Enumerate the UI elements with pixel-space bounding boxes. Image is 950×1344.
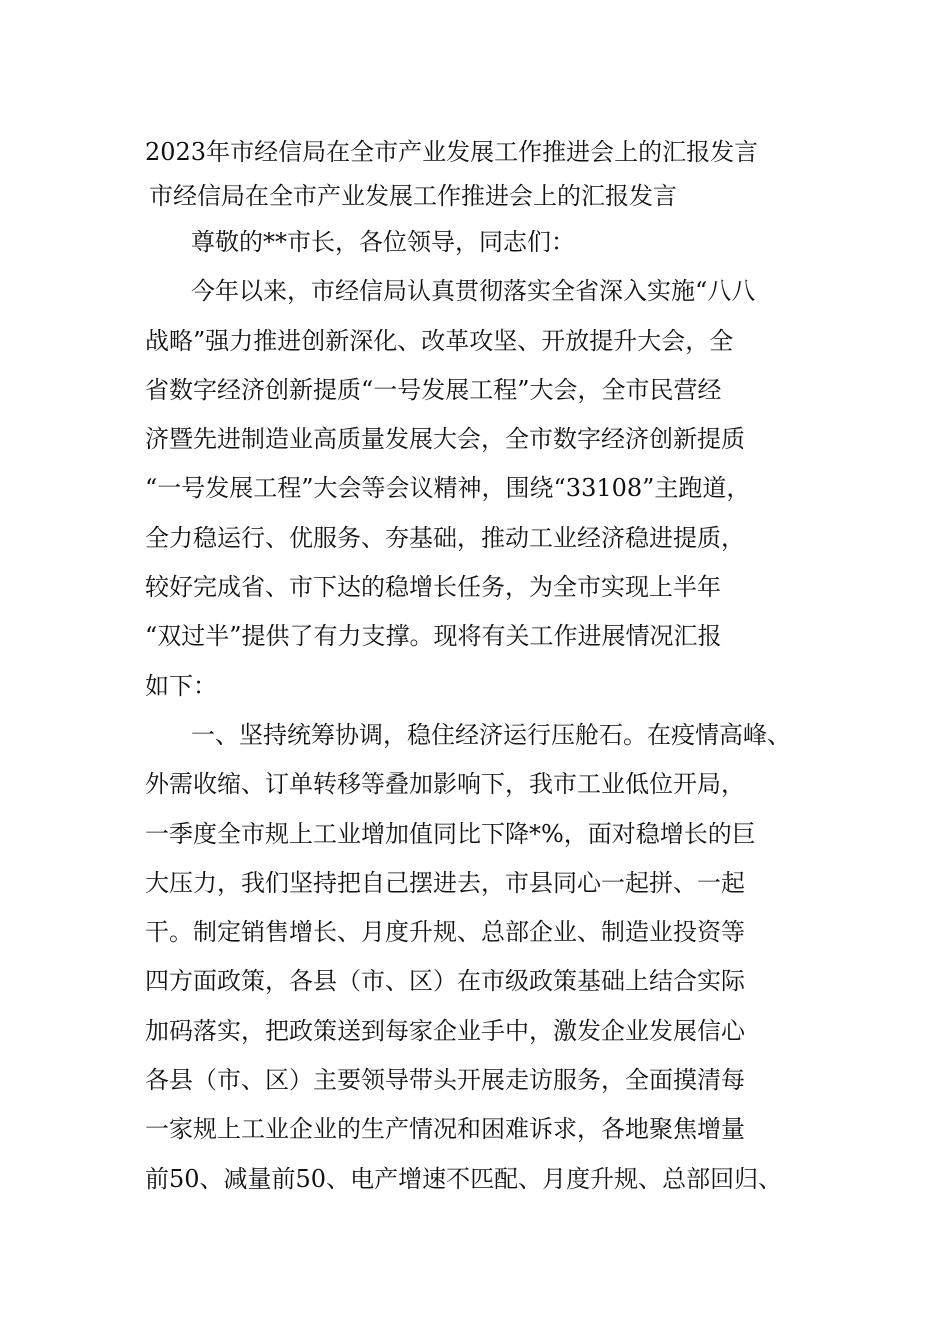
paragraph-line: “双过半”提供了有力支撑。现将有关工作进展情况汇报: [145, 622, 722, 651]
paragraph-line: 省数字经济创新提质“一号发展工程”大会，全市民营经: [145, 375, 722, 404]
paragraph-line: 如下：: [145, 671, 217, 700]
paragraph-line: 一、坚持统筹协调，稳住经济运行压舱石。在疫情高峰、: [191, 720, 791, 749]
paragraph-1: [145, 267, 825, 711]
paragraph-line: 四方面政策，各县（市、区）在市级政策基础上结合实际: [145, 967, 745, 996]
paragraph-line: 大压力，我们坚持把自己摆进去，市县同心一起拼、一起: [145, 868, 745, 897]
document-title: 2023年市经信局在全市产业发展工作推进会上的汇报发言: [145, 138, 759, 166]
paragraph-line: 加码落实，把政策送到每家企业手中，激发企业发展信心: [145, 1016, 745, 1045]
salutation: 尊敬的**市长，各位领导，同志们：: [191, 228, 575, 256]
document-body: [145, 130, 825, 1204]
paragraph-line: 今年以来，市经信局认真贯彻落实全省深入实施“八八: [191, 277, 756, 306]
paragraph-line: 较好完成省、市下达的稳增长任务，为全市实现上半年: [145, 573, 721, 602]
paragraph-line: 干。制定销售增长、月度升规、总部企业、制造业投资等: [145, 918, 745, 947]
paragraph-line: 前50、减量前50、电产增速不匹配、月度升规、总部回归、: [145, 1164, 783, 1193]
paragraph-line: 一季度全市规上工业增加值同比下降*%，面对稳增长的巨: [145, 819, 756, 848]
paragraph-line: 一家规上工业企业的生产情况和困难诉求，各地聚焦增量: [145, 1115, 745, 1144]
paragraph-line: 战略”强力推进创新深化、改革攻坚、开放提升大会，全: [145, 326, 734, 355]
paragraph-line: 济暨先进制造业高质量发展大会，全市数字经济创新提质: [145, 425, 745, 454]
document-subtitle: 市经信局在全市产业发展工作推进会上的汇报发言: [149, 182, 677, 210]
paragraph-2: [145, 711, 825, 1204]
paragraph-line: 各县（市、区）主要领导带头开展走访服务，全面摸清每: [145, 1066, 745, 1095]
paragraph-line: 外需收缩、订单转移等叠加影响下，我市工业低位开局，: [145, 770, 745, 799]
paragraph-line: “一号发展工程”大会等会议精神，围绕“33108”主跑道，: [145, 474, 751, 503]
paragraph-line: 全力稳运行、优服务、夯基础，推动工业经济稳进提质，: [145, 523, 745, 552]
